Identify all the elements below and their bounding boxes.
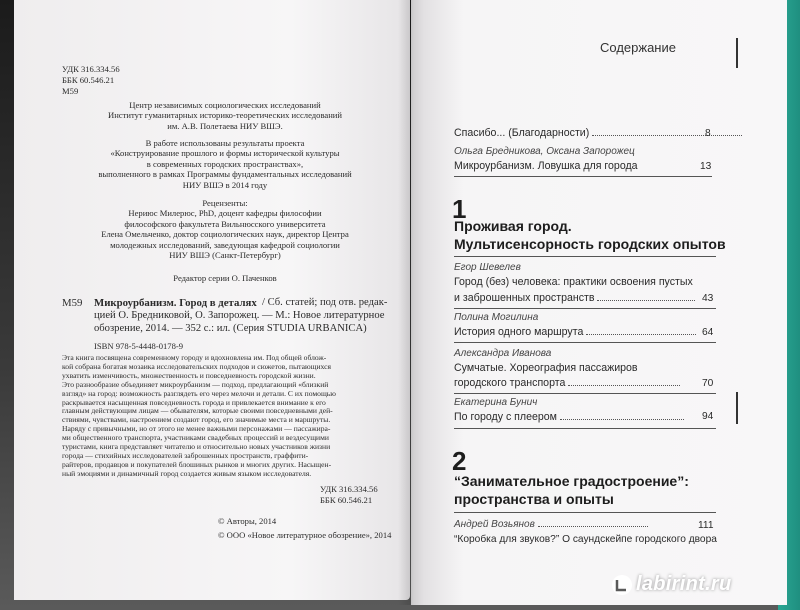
copyright-authors: © Авторы, 2014 <box>218 516 277 526</box>
toc-page-number: 64 <box>702 327 714 338</box>
reviewers-block <box>60 198 390 260</box>
biblio-title: Микроурбанизм. Город в деталях <box>94 297 257 309</box>
toc-entry-title: Спасибо... (Благодарности) <box>454 127 742 139</box>
isbn: ISBN 978-5-4448-0178-9 <box>94 341 184 351</box>
project-line: НИУ ВШЭ в 2014 году <box>182 179 268 190</box>
toc-page-number: 111 <box>698 520 714 531</box>
abstract-line: Эта книга посвящена современному городу и вдохновлена им. Под общей облож- <box>62 353 327 362</box>
leader-dots <box>597 300 695 301</box>
toc-entry-author: Екатерина Бунич <box>454 397 538 408</box>
bbk-top: ББК 60.546.21 <box>62 75 115 85</box>
project-line: В работе использованы результаты проекта <box>145 138 305 148</box>
header-rule <box>736 38 738 68</box>
toc-page-number: 70 <box>702 378 714 389</box>
project-line: выполненного в рамках Программы фундаментальных исследований <box>98 169 352 180</box>
udk-bottom: УДК 316.334.56 <box>320 484 378 494</box>
publisher-line: им. А.В. Полетаева НИУ ВШЭ. <box>167 120 283 131</box>
abstract-line: ми общественного транспорта, участниками свадебных процессий и вездесущими <box>62 433 329 443</box>
toc-entry-author: Ольга Бредникова, Оксана Запорожец <box>454 146 635 157</box>
udk-top: УДК 316.334.56 <box>62 64 120 74</box>
toc-page-number: 94 <box>702 411 714 422</box>
toc-entry-title: Сумчатые. Хореография пассажиров <box>454 362 638 374</box>
toc-entry-title: По городу с плеером <box>454 411 684 423</box>
section-title: “Занимательное градостроение”: <box>454 473 689 489</box>
section-title: Проживая город. <box>454 218 572 234</box>
abstract <box>62 354 336 479</box>
section-title: пространства и опыты <box>454 491 614 507</box>
abstract-line: города — стихийных исследователей заброшенных пространств, граффити- <box>62 450 309 460</box>
reviewer-line: Нериюс Милерюс, PhD, доцент кафедры философии <box>128 208 322 219</box>
abstract-line: взгляд» на город: возможность разглядеть его через мелочи и детали. С их помощью <box>62 388 336 398</box>
toc-header: Содержание <box>600 40 676 55</box>
toc-entry-title: и заброшенных пространств <box>454 292 695 304</box>
toc-divider <box>454 342 716 343</box>
code-top: М59 <box>62 86 79 96</box>
abstract-line: Наряду с привычными, но от этого не менее важными персонажами — пассажира- <box>62 424 331 434</box>
leader-dots <box>560 419 684 420</box>
toc-entry-title: “Коробка для звуков?” О саундскейпе городского двора <box>454 534 717 545</box>
reviewer-line: Елена Омельченко, доктор социологических наук, директор Центра <box>101 229 349 240</box>
reviewer-line: молодежных исследований, заведующая кафедрой социологии <box>110 239 340 250</box>
section-divider <box>454 256 716 257</box>
leader-dots <box>538 526 648 527</box>
biblio-line: цией О. Бредниковой, О. Запорожец. — М.: Новое литературное <box>94 310 385 321</box>
toc-page-number: 43 <box>702 293 714 304</box>
series-editor: Редактор серии О. Паченков <box>173 273 277 283</box>
book-gutter <box>398 0 424 605</box>
abstract-line: райтеров, продавцов и покупателей блошиных рынков и многих других. Насыщен- <box>62 459 332 469</box>
leader-dots <box>586 334 696 335</box>
abstract-line: туристами, книга представляет читателю и относительно новых участников жизни <box>62 442 331 452</box>
abstract-line: ный эмоциями и динамичный город создается живым языком исследователя. <box>62 468 312 478</box>
toc-entry-author: Полина Могилина <box>454 312 539 323</box>
publisher-line: Центр независимых социологических исследований <box>129 100 321 110</box>
toc-divider <box>454 393 716 394</box>
toc-entry-title: Город (без) человека: практики освоения пустых <box>454 276 693 288</box>
toc-divider <box>454 176 712 177</box>
project-line: «Конструирование прошлого и формы исторической культуры <box>110 148 340 159</box>
biblio-code: М59 <box>62 297 83 309</box>
abstract-line: кой собрана богатая мозаика исследовательских подходов и сюжетов, пытающихся <box>62 361 331 371</box>
copyright-publisher: © ООО «Новое литературное обозрение», 2014 <box>218 530 392 540</box>
abstract-line: раскрывается насыщенная повседневность города и привлекается внимание к его <box>62 397 326 407</box>
abstract-line: Это разнообразие объединяет микроурбанизм — подход, предлагающий «близкий <box>62 379 329 389</box>
toc-entry-title: Микроурбанизм. Ловушка для города <box>454 160 638 172</box>
toc-entry-author: Александра Иванова <box>454 348 552 359</box>
watermark: labirint.ru <box>636 573 732 595</box>
toc-entry-author: Егор Шевелев <box>454 262 521 273</box>
section-number: 1 <box>452 194 467 224</box>
section-title: Мультисенсорность городских опытов <box>454 236 726 252</box>
section-divider <box>454 428 716 429</box>
bbk-bottom: ББК 60.546.21 <box>320 495 373 505</box>
section-end-rule <box>736 392 738 424</box>
toc-page-number: 8 <box>705 128 711 139</box>
project-block <box>60 138 390 190</box>
project-line: в современных городских пространствах», <box>146 158 304 169</box>
publisher-line: Институт гуманитарных историко-теоретических исследований <box>107 110 342 121</box>
biblio-line: обозрение, 2014. — 352 с.: ил. (Серия STUDIA URBANICA) <box>94 323 367 334</box>
toc-page-number: 13 <box>700 161 712 172</box>
leader-dots <box>592 135 742 136</box>
publisher-block <box>60 100 390 131</box>
abstract-line: ухватить изменчивость, множественность и повседневность городской жизни. <box>62 370 316 380</box>
abstract-line: главным действующим лицам — обывателям, которые своими повседневными дей- <box>62 406 333 416</box>
biblio-line: / Сб. статей; под отв. редак- <box>262 297 388 308</box>
reviewer-line: философского факультета Вильнюсского университета <box>124 218 326 229</box>
toc-entry-author: Андрей Возьянов <box>454 519 648 530</box>
abstract-line: ствиями, чувствами, настроением создают город, его значимые места и маршруты. <box>62 415 331 425</box>
toc-entry-title: городского транспорта <box>454 377 680 389</box>
leader-dots <box>568 385 680 386</box>
reviewers-title: Рецензенты: <box>202 198 248 208</box>
labirint-logo-icon <box>611 574 633 596</box>
toc-divider <box>454 308 716 309</box>
section-number: 2 <box>452 446 467 476</box>
toc-entry-title: История одного маршрута <box>454 326 696 338</box>
section-divider <box>454 512 716 513</box>
reviewer-line: НИУ ВШЭ (Санкт-Петербург) <box>169 250 281 261</box>
